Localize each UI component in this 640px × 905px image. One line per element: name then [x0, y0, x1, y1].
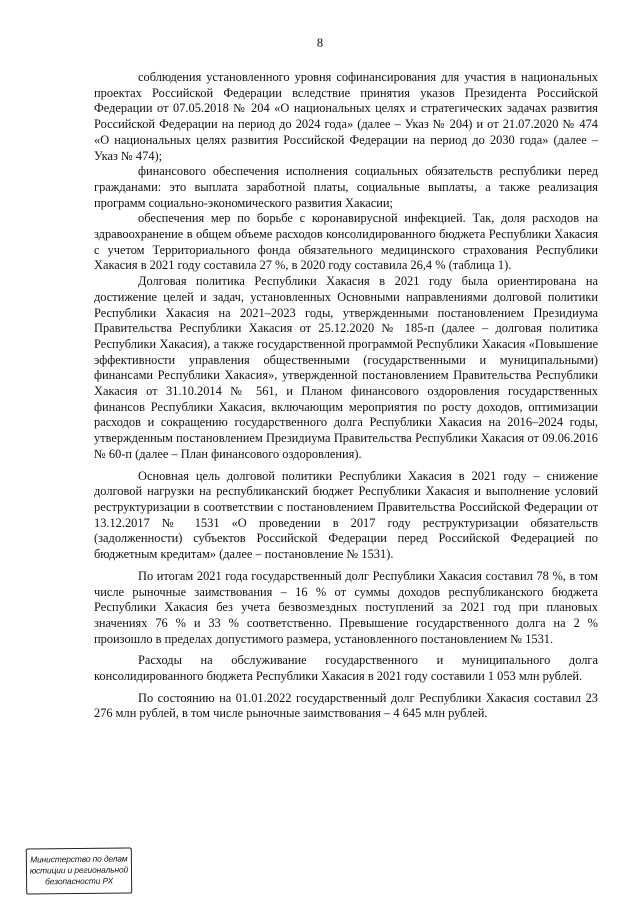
- paragraph-coronavirus-measures: обеспечения мер по борьбе с коронавирусной инфекцией. Так, доля расходов на здравоохранение в общем объеме расходов консолидированного бюджета Республики Хакасия с учетом Территориального фонда обязательного медицинского страхования Республики Хакасия в 2021 году составила 27 %, в 2020 году составила 26,4 % (таблица 1).: [94, 211, 598, 273]
- document-body: [94, 70, 598, 722]
- paragraph-debt-total: По состоянию на 01.01.2022 государственный долг Республики Хакасия составил 23 276 млн рублей, в том числе рыночные заимствования – 4 645 млн рублей.: [94, 690, 598, 721]
- stamp-line: юстиции и региональной: [29, 864, 129, 876]
- paragraph-debt-results: По итогам 2021 года государственный долг Республики Хакасия составил 78 %, в том числе рыночные заимствования – 16 % от суммы доходов республиканского бюджета Республики Хакасия без учета безвозмездных поступлений за 2021 год при плановых значениях 76 % и 33 % соответственно. Превышение государственного долга на 2 % произошло в пределах допустимого размера, установленного постановлением № 1531.: [94, 568, 598, 646]
- paragraph-cofinancing: соблюдения установленного уровня софинансирования для участия в национальных проектах Российской Федерации вследствие принятия указов Президента Российской Федерации от 07.05.2018 № 204 «О национальных целях и стратегических задачах развития Российской Федерации на период до 2024 года» (далее – Указ № 204) и от 21.07.2020 № 474 «О национальных целях развития Российской Федерации на период до 2030 года» (далее – Указ № 474);: [94, 70, 598, 163]
- paragraph-debt-service-costs: Расходы на обслуживание государственного и муниципального долга консолидированного бюджета Республики Хакасия в 2021 году составили 1 053 млн рублей.: [94, 653, 598, 684]
- paragraph-debt-policy: Долговая политика Республики Хакасия в 2021 году была ориентирована на достижение целей и задач, установленных Основными направлениями долговой политики Республики Хакасия на 2021–2023 годы, утвержденными постановлением Президиума Правительства Республики Хакасия от 25.12.2020 № 185-п (далее – долговая политика Республики Хакасия), а также государственной программой Республики Хакасия «Повышение эффективности управления общественными (государственными и муниципальными) финансами Республики Хакасия», утвержденной постановлением Правительства Республики Хакасия от 31.10.2014 № 561, и Планом финансового оздоровления государственных финансов Республики Хакасия, включающим мероприятия по росту доходов, оптимизации расходов и сокращению государственного долга Республики Хакасия на 2016–2024 годы, утвержденным постановлением Президиума Правительства Республики Хакасия от 09.06.2016 № 60-п (далее – План финансового оздоровления).: [94, 274, 598, 461]
- registration-stamp: [26, 847, 132, 894]
- page-number: 8: [316, 36, 324, 50]
- stamp-line: Министерство по делам: [30, 853, 128, 865]
- stamp-line: безопасности РХ: [45, 875, 114, 887]
- paragraph-social-obligations: финансового обеспечения исполнения социальных обязательств республики перед гражданами: это выплата заработной платы, социальные выплаты, а также реализация программ социально-экономического развития Хакасии;: [94, 164, 598, 210]
- paragraph-debt-policy-goal: Основная цель долговой политики Республики Хакасия в 2021 году – снижение долговой нагрузки на республиканский бюджет Республики Хакасия и выполнение условий реструктуризации в соответствии с постановлением Правительства Российской Федерации от 13.12.2017 № 1531 «О проведении в 2017 году реструктуризации обязательств (задолженности) субъектов Российской Федерации перед Российской Федерацией по бюджетным кредитам» (далее – постановление № 1531).: [94, 468, 598, 562]
